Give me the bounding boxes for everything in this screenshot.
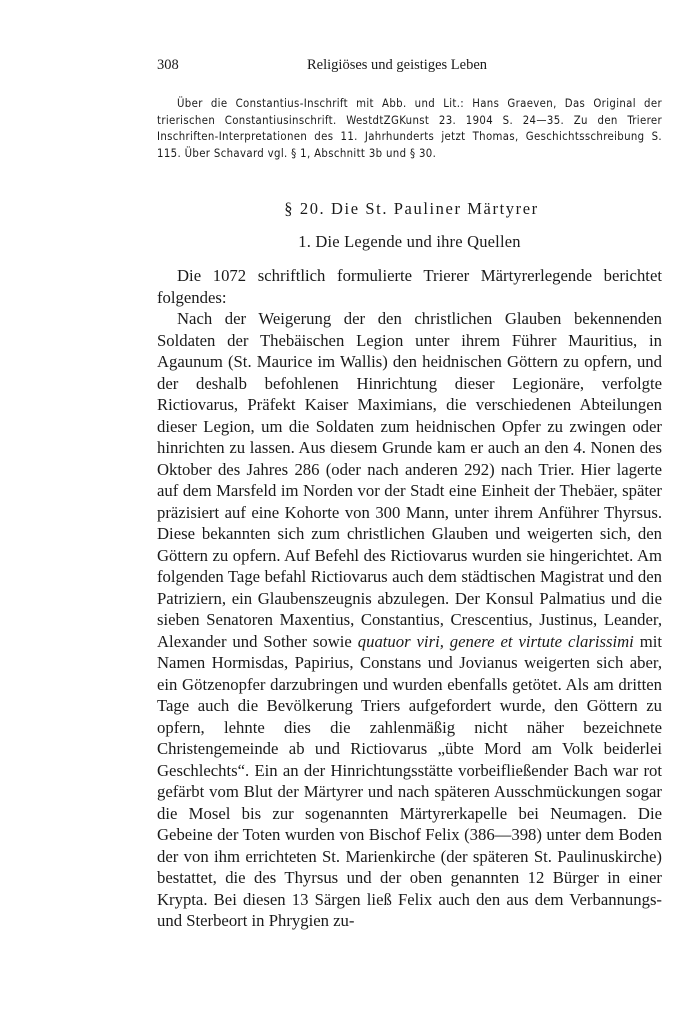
document-page xyxy=(157,57,662,932)
paragraph-intro: Die 1072 schriftlich formulierte Trierer Märtyrerlegende berichtet folgendes: xyxy=(157,266,662,307)
paragraph-legend-part2: mit Namen Hormisdas, Papirius, Constans und Jovianus weigerten sich aber, ein Götzenopfer darzubringen und wurden ebenfalls getötet. Als am dritten Tage auch die Bevölkerung Triers aufgefordert wurde, den Göttern zu opfern, lehnte dies die zahlenmäßig nicht näher bezeichnete Christengemeinde ab und Rictiovarus „übte Mord am Volk beiderlei Geschlechts“. Ein an der Hinrichtungsstätte vorbeifließender Bach war rot gefärbt vom Blut der Märtyrer und nach späteren Ausschmückungen sogar die Mosel bis zur sogenannten Märtyrerkapelle bei Neumagen. Die Gebeine der Toten wurden von Bischof Felix (386—398) unter dem Boden der von ihm errichteten St. Marienkirche (der späteren St. Paulinuskirche) bestattet, die des Thyrsus und der oben genannten 12 Bürger in einer Krypta. Bei diesen 13 Särgen ließ Felix auch den aus dem Verbannungs- und Sterbeort in Phrygien zu- xyxy=(157,631,662,931)
page-header xyxy=(157,57,662,87)
running-head: Religiöses und geistiges Leben xyxy=(307,57,488,73)
paragraph-legend-part1: Nach der Weigerung der den christlichen Glauben bekennenden Soldaten der Thebäischen Legion unter ihrem Führer Mauritius, in Agaunum (St. Maurice im Wallis) den heidnischen Göttern zu opfern, und der deshalb befohlenen Hinrichtung dieser Legionäre, verfolgte Rictiovarus, Präfekt Kaiser Maximians, die verschiedenen Abteilungen dieser Legion, um die Soldaten zum heidnischen Opfer zu zwingen oder hinrichten zu lassen. Aus diesem Grunde kam er auch an den 4. Nonen des Oktober des Jahres 286 (oder nach anderen 292) nach Trier. Hier lagerte auf dem Marsfeld im Norden vor der Stadt eine Einheit der Thebäer, später präzisiert auf eine Kohorte von 300 Mann, unter ihrem Anführer Thyrsus. Diese bekannten sich zum christlichen Glauben und weigerten sich, den Göttern zu opfern. Auf Befehl des Rictiovarus wurden sie hingerichtet. Am folgenden Tage befahl Rictiovarus auch dem städtischen Magistrat und den Patriziern, ein Glaubenszeugnis abzulegen. Der Konsul Palmatius und die sieben Senatoren Maxentius, Constantius, Crescentius, Justinus, Leander, Alexander und Sother sowie xyxy=(157,309,662,651)
section-title: § 20. Die St. Pauliner Märtyrer xyxy=(284,199,539,219)
body-text xyxy=(157,265,662,932)
page-number: 308 xyxy=(157,57,179,73)
footnote-block xyxy=(157,96,662,162)
paragraph-legend xyxy=(157,308,662,932)
note-paragraph: Über die Constantius-Inschrift mit Abb. und Lit.: Hans Graeven, Das Original der trierischen Constantiusinschrift. WestdtZGKunst 23. 1904 S. 24—35. Zu den Trierer Inschriften-Interpretationen des 11. Jahrhunderts jetzt Thomas, Geschichtsschreibung S. 115. Über Schavard vgl. § 1, Abschnitt 3b und § 30. xyxy=(157,97,662,160)
latin-quote: quatuor viri, genere et virtute clarissimi xyxy=(357,631,634,651)
subsection-title: 1. Die Legende und ihre Quellen xyxy=(298,232,521,252)
